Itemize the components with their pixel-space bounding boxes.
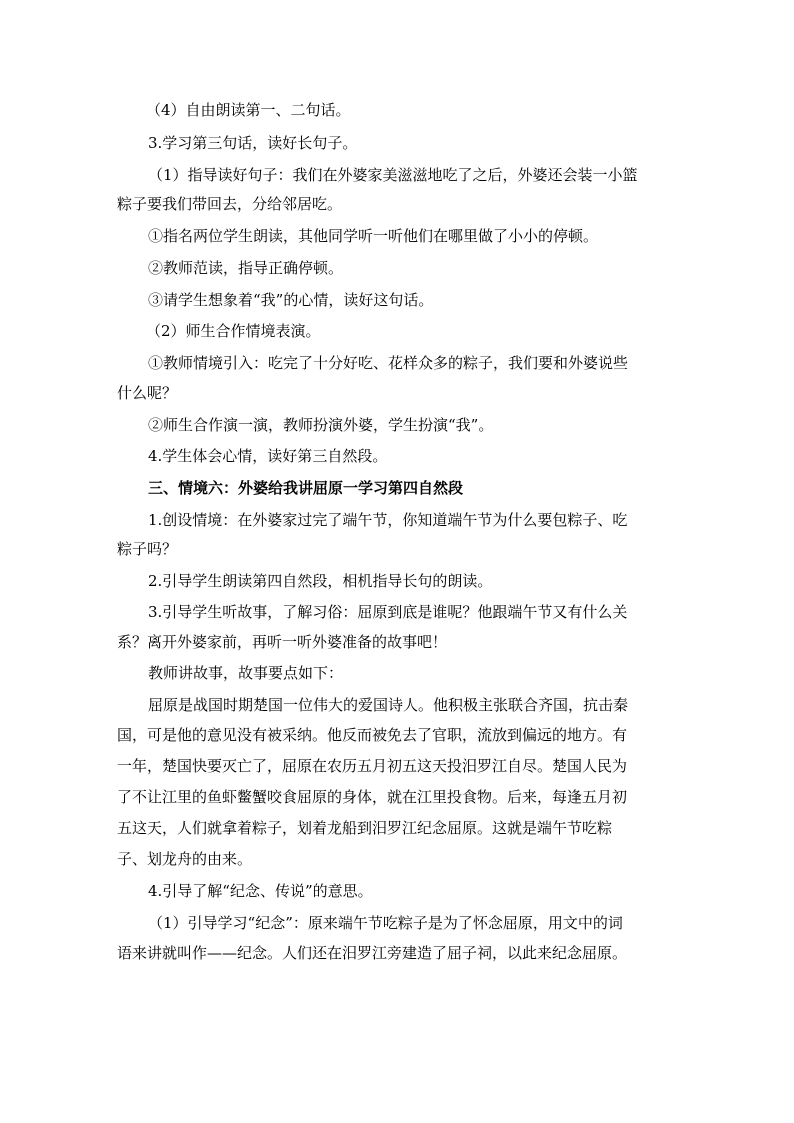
text-line: 1.创设情境：在外婆家过完了端午节，你知道端午节为什么要包粽子、吃 [148,511,628,529]
text-line: ②师生合作演一演，教师扮演外婆，学生扮演“我”。 [148,416,494,434]
text-line: ③请学生想象着“我”的心情，读好这句话。 [148,291,434,309]
text-line: （4）自由朗读第一、二句话。 [146,101,351,119]
text-line: 2.引导学生朗读第四自然段，相机指导长句的朗读。 [148,572,493,590]
text-line: 子、划龙舟的由来。 [117,850,253,868]
text-line: ①教师情境引入：吃完了十分好吃、花样众多的粽子，我们要和外婆说些 [148,354,629,372]
text-line: 了不让江里的鱼虾鳖蟹咬食屈原的身体，就在江里投食物。后来，每逢五月初 [117,788,628,806]
text-line: 粽子要我们带回去，分给邻居吃。 [117,195,343,213]
text-line: 语来讲就叫作——纪念。人们还在汨罗江旁建造了屈子祠，以此来纪念屈原。 [117,944,628,962]
text-line: 屈原是战国时期楚国一位伟大的爱国诗人。他积极主张联合齐国，抗击秦 [148,696,629,714]
text-line: 国，可是他的意见没有被采纳。他反而被免去了官职，流放到偏远的地方。有 [117,726,628,744]
text-line: 一年，楚国快要灭亡了，屈原在农历五月初五这天投汨罗江自尽。楚国人民为 [117,757,628,775]
text-line: （1）引导学习“纪念”：原来端午节吃粽子是为了怀念屈原，用文中的词 [148,914,623,932]
text-line: ①指名两位学生朗读，其他同学听一听他们在哪里做了小小的停顿。 [148,227,599,245]
section-heading: 三、情境六：外婆给我讲屈原一学习第四自然段 [148,479,464,497]
text-line: 4.引导了解“纪念、传说”的意思。 [148,882,373,900]
text-line: 五这天，人们就拿着粽子，划着龙船到汨罗江纪念屈原。这就是端午节吃粽 [117,819,613,837]
text-line: （1）指导读好句子：我们在外婆家美滋滋地吃了之后，外婆还会装一小篮 [148,166,638,184]
text-line: （2）师生合作情境表演。 [146,322,321,340]
text-line: 教师讲故事，故事要点如下： [148,664,344,682]
text-line: 系？离开外婆家前，再听一听外婆准备的故事吧！ [117,633,448,651]
text-line: 3.学习第三句话，读好长句子。 [148,134,358,152]
text-line: 3.引导学生听故事，了解习俗：屈原到底是谁呢？他跟端午节又有什么关 [148,603,628,621]
text-line: 粽子吗？ [117,540,178,558]
text-line: 什么呢？ [117,384,178,402]
text-line: 4.学生体会心情，读好第三自然段。 [148,447,388,465]
text-line: ②教师范读，指导正确停顿。 [148,259,344,277]
